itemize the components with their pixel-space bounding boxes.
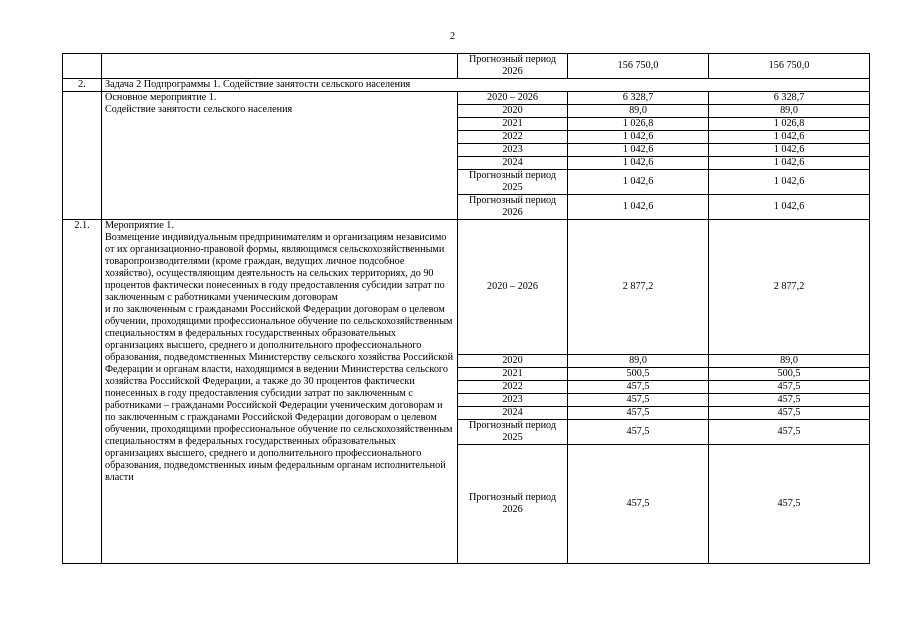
task-row <box>63 79 870 92</box>
period-cell: 2020 – 2026 <box>458 220 568 355</box>
period-cell: 2022 <box>458 381 568 394</box>
value-cell: 457,5 <box>568 445 709 564</box>
period-cell: Прогнозный период 2026 <box>458 195 568 220</box>
value-cell: 1 042,6 <box>709 195 870 220</box>
period-cell: 2022 <box>458 131 568 144</box>
value-cell: 457,5 <box>568 381 709 394</box>
period-cell: 2024 <box>458 407 568 420</box>
period-cell: 2020 <box>458 105 568 118</box>
value-cell: 89,0 <box>568 355 709 368</box>
value-cell: 457,5 <box>709 394 870 407</box>
period-cell: 2021 <box>458 118 568 131</box>
period-cell: 2024 <box>458 157 568 170</box>
value-cell: 1 042,6 <box>568 195 709 220</box>
value-cell: 89,0 <box>709 355 870 368</box>
task-title: Задача 2 Подпрограммы 1. Содействие занятости сельского населения <box>102 79 870 92</box>
value-cell: 457,5 <box>568 420 709 445</box>
value-cell: 1 042,6 <box>568 170 709 195</box>
value-cell: 457,5 <box>568 394 709 407</box>
value-cell: 457,5 <box>709 420 870 445</box>
table-row <box>63 54 870 79</box>
period-cell: 2023 <box>458 144 568 157</box>
row-number: 2. <box>63 79 102 92</box>
value-cell: 457,5 <box>568 407 709 420</box>
value-cell: 1 026,8 <box>709 118 870 131</box>
period-cell: Прогнозный период 2025 <box>458 420 568 445</box>
period-cell: Прогнозный период 2026 <box>458 445 568 564</box>
budget-table <box>62 53 870 564</box>
value-cell: 6 328,7 <box>568 92 709 105</box>
value-cell: 1 042,6 <box>709 144 870 157</box>
value-cell: 1 042,6 <box>709 131 870 144</box>
value-cell: 1 042,6 <box>568 157 709 170</box>
value-cell: 1 042,6 <box>568 144 709 157</box>
value-cell: 457,5 <box>709 407 870 420</box>
value-cell: 457,5 <box>709 381 870 394</box>
row-number: 2.1. <box>63 220 102 564</box>
value-cell: 156 750,0 <box>568 54 709 79</box>
event-description: Мероприятие 1. Возмещение индивидуальным предпринимателям и организациям независимо от их организационно-правовой формы, являющимся сельскохозяйственными товаропроизводителями (кроме граждан, ведущих личное подсобное хозяйство), осуществляющим деятельность на сельских территориях, до 90 процентов фактически понесенных в году предоставления субсидии затрат по заключенным с работниками ученическим договорам и по заключенным с гражданами Российской Федерации договорам о целевом обучении, проходящими профессиональное обучение по сельскохозяйственным специальностям в федеральных государственных образовательных организациях высшего, среднего и дополнительного профессионального образования, подведомственных Министерству сельского хозяйства Российской Федерации и органам власти, находящимся в ведении Министерства сельского хозяйства Российской Федерации, а также до 30 процентов фактически понесенных в году предоставления субсидии затрат по заключенным с работниками – гражданами Российской Федерации ученическим договорам и по заключенным с гражданами Российской Федерации договорам о целевом обучении, проходящими профессиональное обучение по сельскохозяйственным специальностям в федеральных государственных образовательных организациях высшего, среднего и дополнительного профессионального образования, подведомственных иным федеральным органам исполнительной власти <box>102 220 458 564</box>
value-cell: 2 877,2 <box>568 220 709 355</box>
value-cell: 1 042,6 <box>709 157 870 170</box>
value-cell: 1 026,8 <box>568 118 709 131</box>
period-cell: Прогнозный период 2025 <box>458 170 568 195</box>
value-cell: 1 042,6 <box>709 170 870 195</box>
value-cell: 6 328,7 <box>709 92 870 105</box>
value-cell: 156 750,0 <box>709 54 870 79</box>
main-event-description: Основное мероприятие 1. Содействие занятости сельского населения <box>102 92 458 220</box>
value-cell: 500,5 <box>709 368 870 381</box>
page-number: 2 <box>450 31 455 42</box>
value-cell: 457,5 <box>709 445 870 564</box>
period-cell: Прогнозный период 2026 <box>458 54 568 79</box>
period-cell: 2020 <box>458 355 568 368</box>
period-cell: 2023 <box>458 394 568 407</box>
value-cell: 89,0 <box>709 105 870 118</box>
period-cell: 2020 – 2026 <box>458 92 568 105</box>
table-row <box>63 220 870 355</box>
value-cell: 1 042,6 <box>568 131 709 144</box>
value-cell: 89,0 <box>568 105 709 118</box>
value-cell: 2 877,2 <box>709 220 870 355</box>
period-cell: 2021 <box>458 368 568 381</box>
table-row <box>63 92 870 105</box>
value-cell: 500,5 <box>568 368 709 381</box>
